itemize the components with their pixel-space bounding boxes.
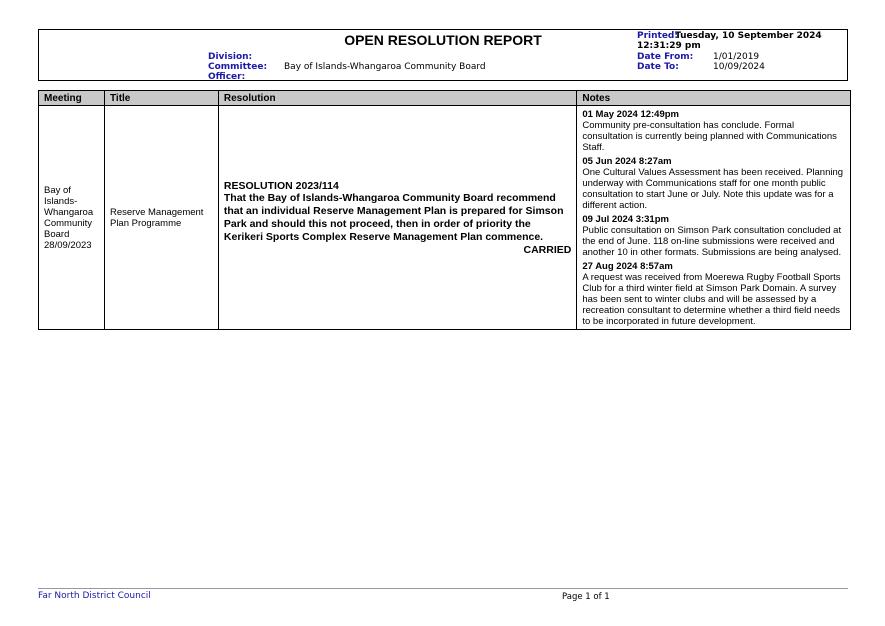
note-text: A request was received from Moerewa Rugby Football Sports Club for a third winter field at Simson Park Domain. A survey has been sent to winter clubs and will be assessed by a recreation consultant to determine whether a third field needs to be incorporated in future development.: [582, 272, 841, 327]
meeting-cell: Bay of Islands-Whangaroa Community Board 28/09/2023: [39, 106, 105, 330]
title-cell: Reserve Management Plan Programme: [104, 106, 218, 330]
col-header-meeting: Meeting: [39, 91, 105, 106]
note-text: Public consultation on Simson Park consultation concluded at the end of June. 118 on-line submissions were received and another 10 in other formats. Submissions are being analysed.: [582, 225, 842, 258]
report-title: OPEN RESOLUTION REPORT: [344, 32, 542, 48]
resolution-cell: [218, 106, 576, 330]
resolution-table: [38, 90, 851, 330]
footer-divider: [38, 588, 848, 589]
col-header-notes: Notes: [577, 91, 851, 106]
note-entry: [582, 109, 845, 153]
notes-cell: [577, 106, 851, 330]
printed-value: Tuesday, 10 September 2024: [675, 31, 822, 41]
col-header-title: Title: [104, 91, 218, 106]
printed-time: 12:31:29 pm: [637, 41, 701, 51]
footer-org: Far North District Council: [38, 591, 151, 601]
date-from-value: 1/01/2019: [713, 52, 760, 62]
officer-label: Officer:: [208, 72, 246, 82]
report-header: [38, 29, 848, 81]
note-text: Community pre-consultation has conclude. Formal consultation is currently being planned with Communications Staff.: [582, 120, 837, 153]
note-entry: [582, 261, 845, 327]
printed-label: Printed:: [637, 31, 678, 41]
committee-value: Bay of Islands-Whangaroa Community Board: [284, 62, 486, 72]
note-date: 01 May 2024 12:49pm: [582, 109, 679, 120]
table-row: [39, 106, 851, 330]
note-entry: [582, 214, 845, 258]
division-label: Division:: [208, 52, 253, 62]
date-to-value: 10/09/2024: [713, 62, 765, 72]
note-date: 27 Aug 2024 8:57am: [582, 261, 673, 272]
date-to-label: Date To:: [637, 62, 679, 72]
note-text: One Cultural Values Assessment has been received. Planning underway with Communications staff for one month public consultation to start June or July. Note this update was for a different action.: [582, 167, 844, 211]
resolution-status: CARRIED: [523, 243, 572, 256]
table-header-row: [39, 91, 851, 106]
committee-label: Committee:: [208, 62, 268, 72]
date-from-label: Date From:: [637, 52, 694, 62]
resolution-text: That the Bay of Islands-Whangaroa Community Board recommend that an individual Reserve Management Plan is prepared for Simson Park and should this not proceed, then in order of priority the Kerikeri Sports Complex Reserve Management Plan commence.: [223, 191, 564, 243]
note-entry: [582, 156, 845, 211]
footer-page-number: Page 1 of 1: [562, 592, 610, 602]
resolution-ref: RESOLUTION 2023/114: [223, 179, 339, 192]
note-date: 05 Jun 2024 8:27am: [582, 156, 672, 167]
col-header-resolution: Resolution: [218, 91, 576, 106]
note-date: 09 Jul 2024 3:31pm: [582, 214, 669, 225]
